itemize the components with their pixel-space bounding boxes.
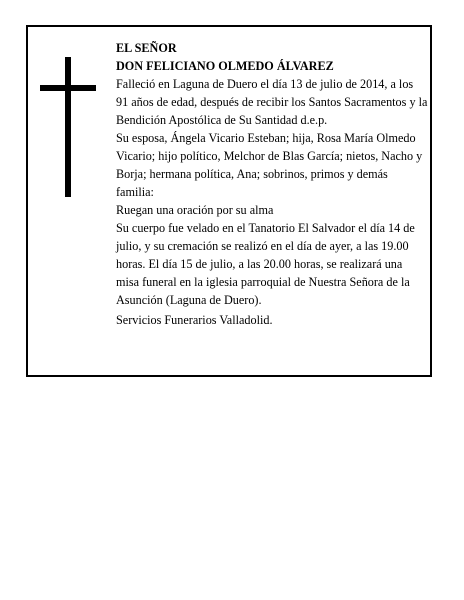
- funeral-services-line: Servicios Funerarios Valladolid.: [116, 313, 273, 327]
- family-paragraph: Su esposa, Ángela Vicario Esteban; hija, Rosa María Olmedo Vicario; hijo político, Melchor de Blas García; nietos, Nacho y Borja; hermana política, Ana; sobrinos, primos y demás familia:: [116, 131, 423, 199]
- obituary-notice: [26, 25, 432, 377]
- funeral-paragraph: Su cuerpo fue velado en el Tanatorio El Salvador el día 14 de julio, y su cremación se realizó en el día de ayer, a las 19.00 horas. El día 15 de julio, a las 20.00 horas, se realizará una misa funeral en la iglesia parroquial de Nuestra Señora de la Asunción (Laguna de Duero).: [116, 221, 415, 307]
- prayer-line: Ruegan una oración por su alma: [116, 203, 274, 217]
- deceased-name: DON FELICIANO OLMEDO ÁLVAREZ: [116, 59, 334, 73]
- cross-horizontal-bar: [40, 85, 96, 91]
- cross-vertical-bar: [65, 57, 71, 197]
- death-paragraph: Falleció en Laguna de Duero el día 13 de julio de 2014, a los 91 años de edad, después de recibir los Santos Sacramentos y la Bendición Apostólica de Su Santidad d.e.p.: [116, 77, 428, 127]
- notice-text: [116, 39, 428, 329]
- cross-icon: [40, 57, 96, 197]
- title-line-1: EL SEÑOR: [116, 41, 177, 55]
